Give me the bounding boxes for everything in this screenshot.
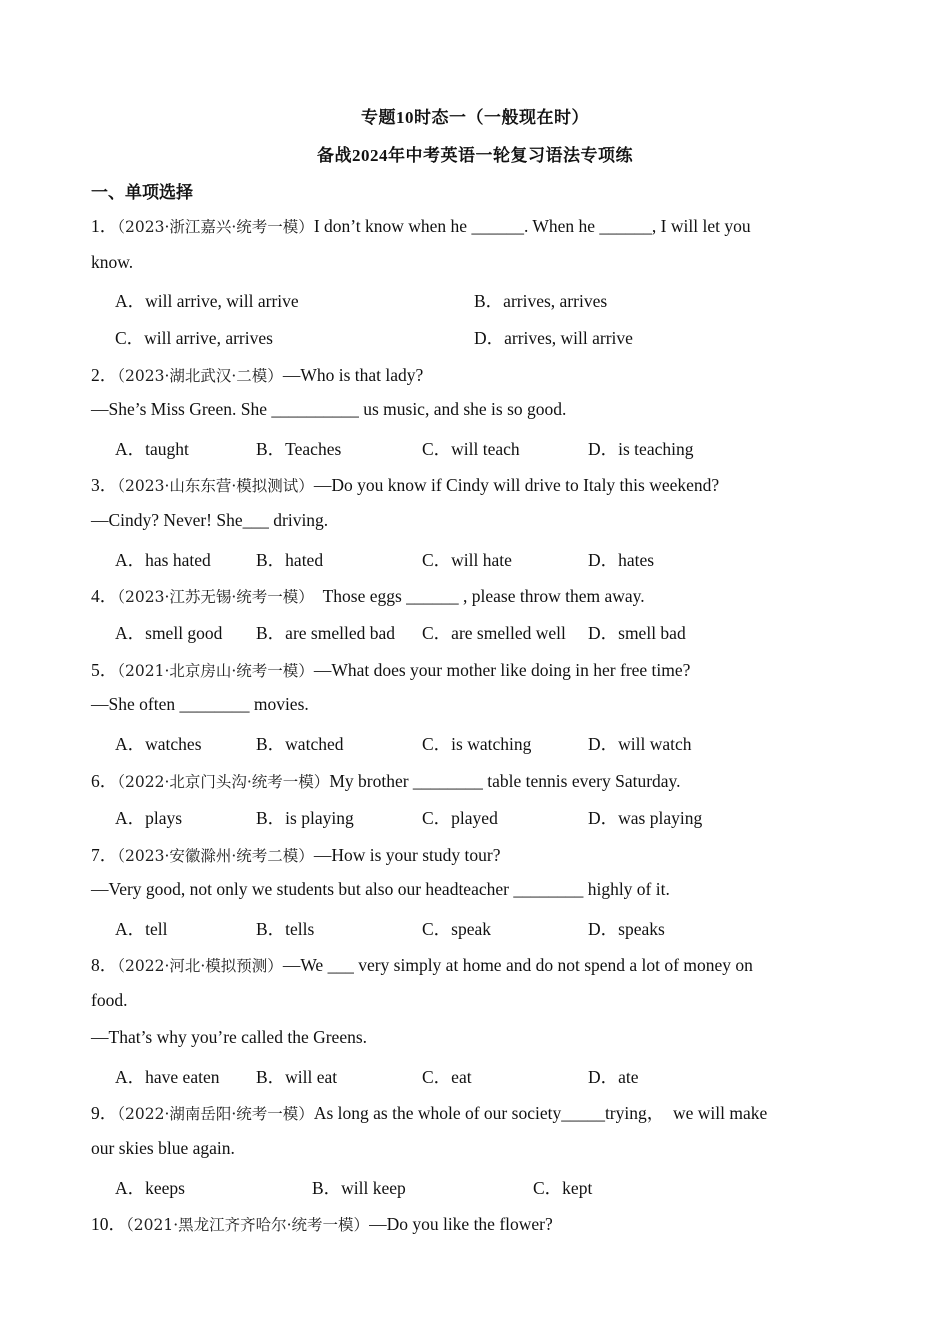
question-text-continued: —Very good, not only we students but also our headteacher ________ highly of it. [91,879,670,899]
option-c: C．will arrive, arrives [115,328,273,348]
option-d: D．was playing [588,808,703,828]
question-number: 3． [91,475,118,495]
question-6 [91,768,681,793]
option-b: B．is playing [256,808,354,828]
question-text: —Who is that lady? [282,365,424,385]
option-a: A．keeps [115,1178,185,1198]
option-c: C．played [422,808,498,828]
option-d: D．ate [588,1067,639,1087]
question-text: —Do you know if Cindy will drive to Italy this weekend? [313,475,720,495]
option-c: C．are smelled well [422,623,566,643]
option-c: C．speak [422,919,492,939]
question-source: （2022·湖南岳阳·统考一模） [117,1105,314,1123]
question-source: （2021·北京房山·统考一模） [117,662,314,680]
option-b: B．hated [256,550,324,570]
question-text: As long as the whole of our society_____trying， we will make [313,1103,768,1123]
question-text: —What does your mother like doing in her free time? [313,660,691,680]
question-text-continued: know. [91,252,134,272]
option-a: A．plays [115,808,183,828]
question-text-continued: —She’s Miss Green. She __________ us music, and she is so good. [91,399,567,419]
page-subtitle: 备战2024年中考英语一轮复习语法专项练 [317,146,633,165]
option-b: B．Teaches [256,439,342,459]
option-a: A．have eaten [115,1067,220,1087]
option-b: B．are smelled bad [256,623,395,643]
question-source: （2022·北京门头沟·统考一模） [117,773,330,791]
option-c: C．is watching [422,734,532,754]
option-d: D．speaks [588,919,665,939]
option-b: B．tells [256,919,315,939]
question-number: 9． [91,1103,118,1123]
question-number: 1． [91,216,118,236]
question-source: （2023·湖北武汉·二模） [117,367,283,385]
question-number: 4． [91,586,118,606]
question-text: I don’t know when he ______. When he ______, I will let you [313,216,751,236]
question-text-continued: food. [91,990,128,1010]
option-b: B．arrives, arrives [474,291,608,311]
question-source: （2023·安徽滁州·统考二模） [117,847,314,865]
question-source: （2021·黑龙江齐齐哈尔·统考一模） [126,1216,370,1234]
option-d: D．is teaching [588,439,694,459]
question-1 [91,213,751,238]
question-5 [91,657,690,682]
question-text-continued: —That’s why you’re called the Greens. [91,1027,368,1047]
question-4 [91,583,645,608]
question-2 [91,362,423,387]
question-text-continued: our skies blue again. [91,1138,235,1158]
question-text: My brother ________ table tennis every Saturday. [329,771,681,791]
question-number: 2． [91,365,118,385]
question-text: —How is your study tour? [313,845,501,865]
option-d: D．hates [588,550,655,570]
question-number: 10． [91,1214,126,1234]
question-source: （2023·山东东营·模拟测试） [117,477,314,495]
option-c: C．will teach [422,439,520,459]
page-title: 专题10时态一（一般现在时） [361,108,589,127]
option-b: B．watched [256,734,344,754]
question-text: —We ___ very simply at home and do not spend a lot of money on [282,955,753,975]
option-c: C．kept [533,1178,593,1198]
question-text-continued: —Cindy? Never! She___ driving. [91,510,329,530]
option-a: A．smell good [115,623,223,643]
option-a: A．taught [115,439,189,459]
question-source: （2022·河北·模拟预测） [117,957,283,975]
option-d: D．will watch [588,734,692,754]
question-text-continued: —She often ________ movies. [91,694,309,714]
question-source: （2023·江苏无锡·统考一模） [117,588,314,606]
option-d: D．smell bad [588,623,686,643]
question-3 [91,472,719,497]
question-number: 7． [91,845,118,865]
option-a: A．has hated [115,550,211,570]
question-text: Those eggs ______ , please throw them away. [313,586,645,606]
section-heading: 一、单项选择 [91,183,193,202]
question-text: —Do you like the flower? [369,1214,553,1234]
option-a: A．will arrive, will arrive [115,291,299,311]
option-c: C．will hate [422,550,512,570]
question-number: 6． [91,771,118,791]
question-7 [91,842,500,867]
option-c: C．eat [422,1067,472,1087]
question-8 [91,952,753,977]
option-a: A．watches [115,734,202,754]
question-number: 8． [91,955,118,975]
option-a: A．tell [115,919,168,939]
option-b: B．will keep [312,1178,406,1198]
option-b: B．will eat [256,1067,338,1087]
question-number: 5． [91,660,118,680]
option-d: D．arrives, will arrive [474,328,633,348]
question-9 [91,1100,767,1125]
question-10 [91,1211,553,1236]
question-source: （2023·浙江嘉兴·统考一模） [117,218,314,236]
